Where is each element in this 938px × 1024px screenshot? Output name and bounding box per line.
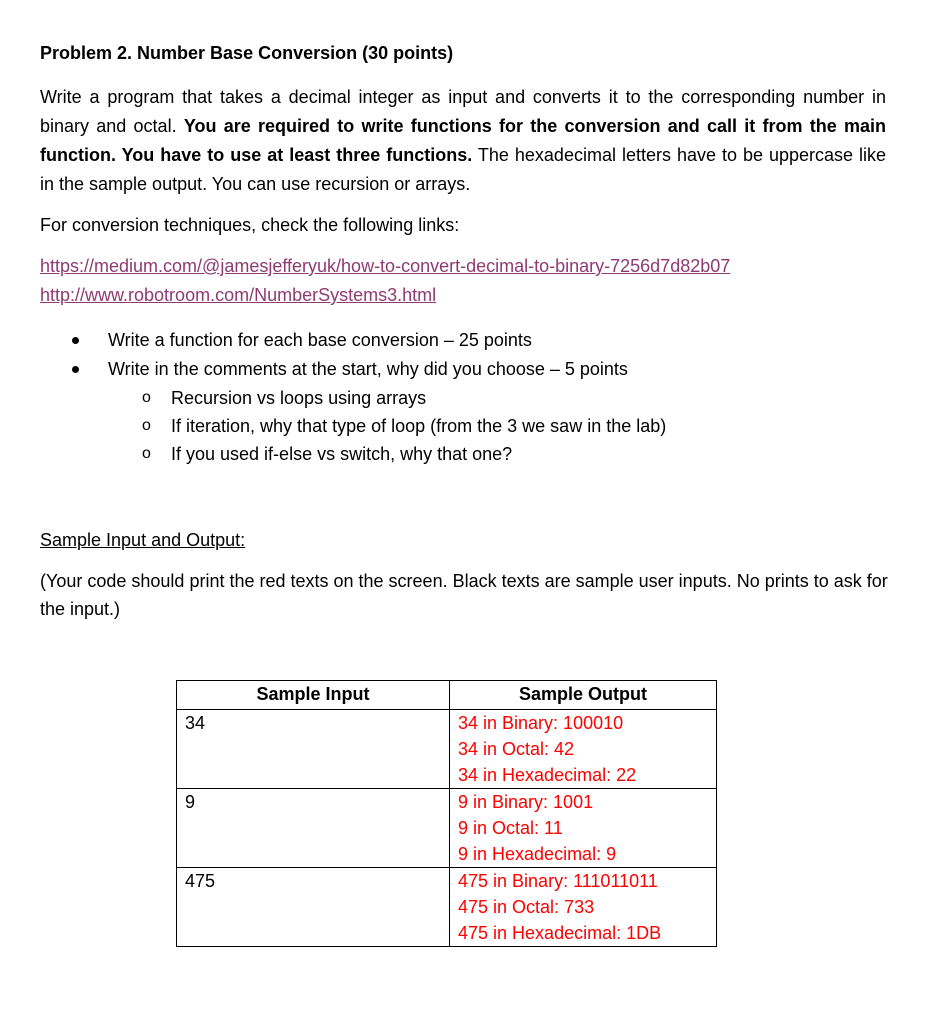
sample-output-cell <box>450 710 717 789</box>
links-lead-text: For conversion techniques, check the following links: <box>40 215 460 235</box>
output-line: 475 in Octal: 733 <box>458 897 595 917</box>
sample-input-cell: 9 <box>177 789 450 868</box>
output-line: 34 in Hexadecimal: 22 <box>458 765 637 785</box>
table-header-row <box>177 681 717 710</box>
header-sample-input: Sample Input <box>177 681 450 710</box>
output-line: 475 in Binary: 111011011 <box>458 871 658 891</box>
table-row <box>177 868 717 947</box>
intro-text-1: Write a program that takes a decimal integer as input and converts it to the corresponding number in binary and octal. <box>40 87 886 136</box>
sample-io-table <box>176 680 717 947</box>
table-row <box>177 710 717 789</box>
output-line: 34 in Binary: 100010 <box>458 713 624 733</box>
requirements-list <box>40 326 840 468</box>
sample-output-cell <box>450 789 717 868</box>
output-line: 34 in Octal: 42 <box>458 739 575 759</box>
comment-topic-item: o If iteration, why that type of loop (from the 3 we saw in the lab) <box>108 412 840 440</box>
output-line: 9 in Octal: 11 <box>458 818 563 838</box>
header-sample-output: Sample Output <box>450 681 717 710</box>
requirement-item <box>40 326 840 355</box>
sample-note: (Your code should print the red texts on the screen. Black texts are sample user inputs. No prints to ask for the input.) <box>40 571 888 619</box>
requirement-text: Write a function for each base conversion – 25 points <box>108 330 532 350</box>
sample-output-cell <box>450 868 717 947</box>
comment-topic-item: o If you used if-else vs switch, why that one? <box>108 440 840 468</box>
requirement-item <box>40 355 840 468</box>
intro-text-2: The hexadecimal letters have to be uppercase like in the sample output. You can use recursion or arrays. <box>40 145 886 194</box>
robotroom-link[interactable]: http://www.robotroom.com/NumberSystems3.html <box>40 285 437 305</box>
output-line: 9 in Hexadecimal: 9 <box>458 844 617 864</box>
sample-input-cell: 34 <box>177 710 450 789</box>
sample-input-cell: 475 <box>177 868 450 947</box>
output-line: 9 in Binary: 1001 <box>458 792 594 812</box>
table-row <box>177 789 717 868</box>
problem-title: Problem 2. Number Base Conversion (30 points) <box>40 43 454 63</box>
comment-topic-item: o Recursion vs loops using arrays <box>108 384 840 412</box>
output-line: 475 in Hexadecimal: 1DB <box>458 923 662 943</box>
comment-topics-list <box>108 384 840 468</box>
problem-description <box>40 83 886 199</box>
requirement-text: Write in the comments at the start, why did you choose – 5 points <box>108 359 628 379</box>
sample-heading: Sample Input and Output: <box>40 530 246 550</box>
medium-link[interactable]: https://medium.com/@jamesjefferyuk/how-to-convert-decimal-to-binary-7256d7d82b07 <box>40 256 731 276</box>
intro-text-bold: You are required to write functions for the conversion and call it from the main function. You have to use at least three functions. <box>40 116 887 165</box>
